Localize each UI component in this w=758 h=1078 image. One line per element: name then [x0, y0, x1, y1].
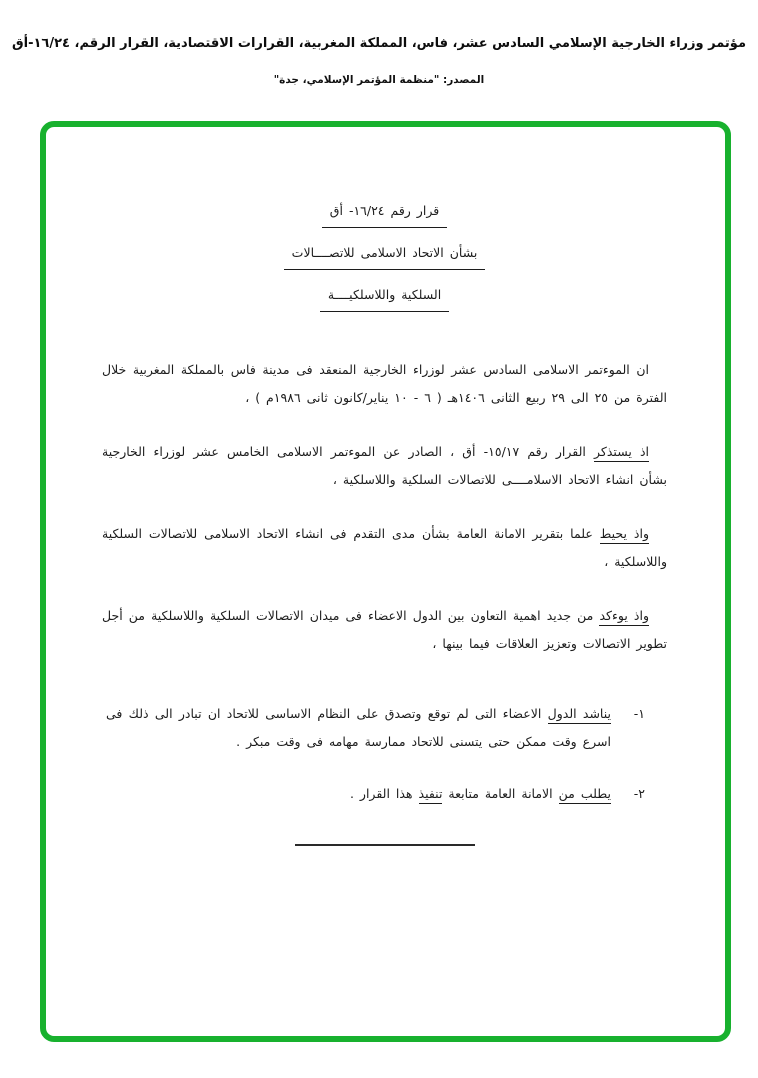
- recalling-clause: [102, 438, 667, 494]
- taking-note-text: علما بتقرير الامانة العامة بشأن مدى التقدم فى انشاء الاتحاد الاسلامى للاتصالات السلكية واللاسلكية ،: [102, 526, 667, 569]
- item-1-lead: يناشد الدول: [548, 706, 611, 724]
- source-line: [0, 74, 758, 86]
- taking-note-clause: [102, 520, 667, 576]
- source-value: "منظمة المؤتمر الإسلامي، جدة": [273, 74, 440, 86]
- item-1-rest: الاعضاء التى لم توقع وتصدق على النظام الاساسى للاتحاد ان تبادر الى ذلك فى اسرع وقت ممكن حتى يتسنى للاتحاد ممارسة مهامه فى وقت مبكر .: [106, 706, 611, 749]
- item-2-underlined-word: تنفيذ: [419, 786, 443, 804]
- recalling-lead: اذ يستذكر: [594, 444, 649, 462]
- taking-note-lead: واذ يحيط: [600, 526, 649, 544]
- catalog-header-line: مؤتمر وزراء الخارجية الإسلامي السادس عشر، فاس، المملكة المغربية، القرارات الاقتصادية، القرار الرقم، ١٦/٢٤-أق: [12, 36, 746, 51]
- green-scan-frame: [40, 121, 731, 1042]
- source-label: المصدر:: [443, 74, 485, 86]
- item-1-number: ١-: [633, 706, 645, 721]
- item-2-mid: الامانة العامة متابعة: [448, 786, 553, 801]
- resolution-title-block: [102, 199, 667, 312]
- recalling-text: القرار رقم ١٥/١٧- أق ، الصادر عن الموءتمر الاسلامى الخامس عشر لوزراء الخارجية بشأن انشاء الاتحاد الاسلامــــى للاتصالات السلكية واللاسلكية ،: [102, 444, 667, 487]
- item-2-tail: هذا القرار .: [349, 786, 413, 801]
- reaffirming-clause: [102, 602, 667, 658]
- item-1-text: [102, 700, 611, 756]
- resolution-number-title: قرار رقم ١٦/٢٤- أق: [102, 199, 667, 228]
- reaffirming-text: من جديد اهمية التعاون بين الدول الاعضاء فى ميدان الاتصالات السلكية واللاسلكية من أجل تطوير الاتصالات وتعزيز العلاقات فيما بينها ،: [102, 608, 667, 651]
- item-2-number: ٢-: [633, 786, 645, 801]
- resolution-subject-title-2: السلكية واللاسلكيــــة: [102, 283, 667, 312]
- preamble-paragraph: ان الموءتمر الاسلامى السادس عشر لوزراء الخارجية المنعقد فى مدينة فاس بالمملكة المغربية خلال الفترة من ٢٥ الى ٢٩ ربيع الثانى ١٤٠٦هـ ( ٦ - ١٠ يناير/كانون ثانى ١٩٨٦م ) ،: [102, 362, 667, 405]
- resolution-document: [46, 127, 725, 846]
- operative-items: [102, 700, 645, 808]
- reaffirming-lead: واذ يوءكد: [599, 608, 649, 626]
- operative-item-1: [102, 700, 645, 756]
- item-2-text: [102, 780, 611, 808]
- resolution-subject-title: بشأن الاتحاد الاسلامى للاتصــــالات: [102, 241, 667, 270]
- item-2-lead: يطلب من: [559, 786, 611, 804]
- operative-item-2: [102, 780, 645, 808]
- end-divider: [295, 844, 475, 846]
